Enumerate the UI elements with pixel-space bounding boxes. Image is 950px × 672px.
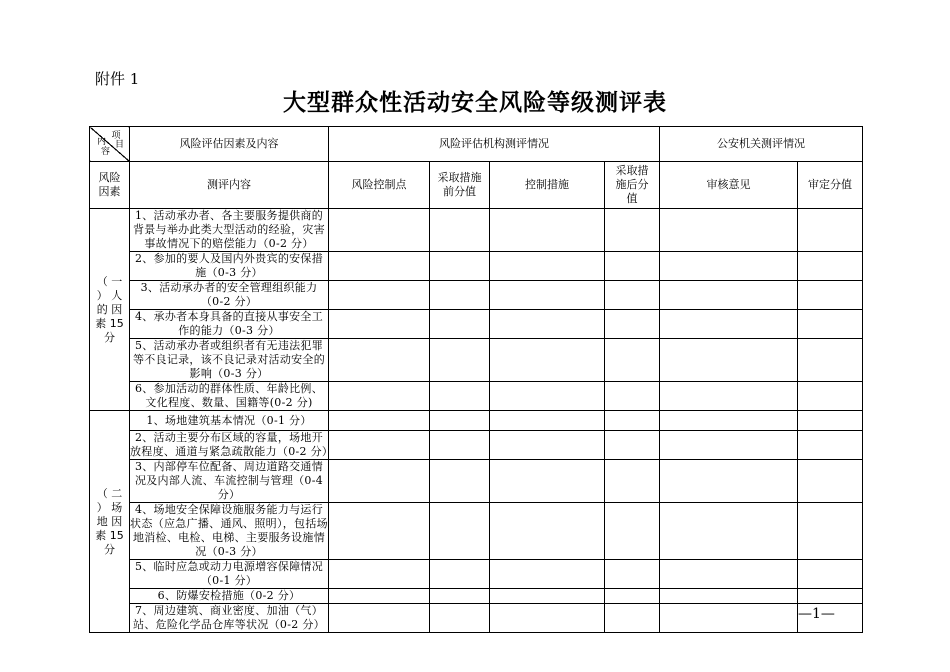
post-score-cell[interactable] [605, 411, 660, 431]
measures-cell[interactable] [490, 252, 605, 281]
table-row [90, 589, 863, 604]
opinion-cell[interactable] [660, 460, 798, 503]
opinion-cell[interactable] [660, 339, 798, 382]
table-row [90, 503, 863, 560]
col-content-header: 测评内容 [130, 162, 329, 209]
pre-score-cell[interactable] [430, 431, 490, 460]
table-row [90, 460, 863, 503]
risk-assessment-table [89, 126, 863, 633]
table-row [90, 339, 863, 382]
pre-score-cell[interactable] [430, 209, 490, 252]
final-score-cell[interactable] [798, 209, 863, 252]
final-score-cell[interactable] [798, 411, 863, 431]
control-point-cell[interactable] [329, 604, 430, 633]
final-score-cell[interactable] [798, 281, 863, 310]
assessment-item: 5、活动承办者或组织者有无违法犯罪等不良记录，该不良记录对活动安全的影响（0-3 分） [130, 339, 329, 382]
col-final-score-header: 审定分值 [798, 162, 863, 209]
control-point-cell[interactable] [329, 382, 430, 411]
diag-content-label: 内 容 [97, 137, 111, 157]
post-score-cell[interactable] [605, 382, 660, 411]
measures-cell[interactable] [490, 560, 605, 589]
post-score-cell[interactable] [605, 460, 660, 503]
diag-item-label: 项 目 [111, 131, 124, 150]
col-measures-header: 控制措施 [490, 162, 605, 209]
column-header-row [90, 162, 863, 209]
table-row [90, 252, 863, 281]
pre-score-cell[interactable] [430, 560, 490, 589]
post-score-cell[interactable] [605, 431, 660, 460]
final-score-cell[interactable] [798, 460, 863, 503]
post-score-cell[interactable] [605, 310, 660, 339]
col-post-score-header: 采取措 施后分 值 [605, 162, 660, 209]
assessment-item: 4、承办者本身具备的直接从事安全工作的能力（0-3 分） [130, 310, 329, 339]
group-agency-header: 风险评估机构测评情况 [329, 127, 660, 162]
attachment-label: 附件 1 [95, 70, 140, 88]
table-row [90, 281, 863, 310]
measures-cell[interactable] [490, 339, 605, 382]
table-row [90, 431, 863, 460]
final-score-cell[interactable] [798, 503, 863, 560]
assessment-item: 5、临时应急或动力电源增容保障情况（0-1 分） [130, 560, 329, 589]
control-point-cell[interactable] [329, 560, 430, 589]
control-point-cell[interactable] [329, 460, 430, 503]
final-score-cell[interactable] [798, 310, 863, 339]
assessment-item: 6、参加活动的群体性质、年龄比例、文化程度、数量、国籍等(0-2 分) [130, 382, 329, 411]
pre-score-cell[interactable] [430, 281, 490, 310]
table-row [90, 382, 863, 411]
assessment-item: 3、活动承办者的安全管理组织能力（0-2 分） [130, 281, 329, 310]
post-score-cell[interactable] [605, 339, 660, 382]
control-point-cell[interactable] [329, 411, 430, 431]
measures-cell[interactable] [490, 604, 605, 633]
assessment-item: 6、防爆安检措施（0-2 分） [130, 589, 329, 604]
post-score-cell[interactable] [605, 252, 660, 281]
assessment-item: 3、内部停车位配备、周边道路交通情况及内部人流、车流控制与管理（0-4 分） [130, 460, 329, 503]
people-factor-cell: （ 一 ） 人 的 因 素 15 分 [90, 209, 130, 411]
group-factors-header: 风险评估因素及内容 [130, 127, 329, 162]
col-opinion-header: 审核意见 [660, 162, 798, 209]
control-point-cell[interactable] [329, 252, 430, 281]
control-point-cell[interactable] [329, 209, 430, 252]
table-row [90, 310, 863, 339]
opinion-cell[interactable] [660, 281, 798, 310]
pre-score-cell[interactable] [430, 460, 490, 503]
measures-cell[interactable] [490, 382, 605, 411]
measures-cell[interactable] [490, 281, 605, 310]
final-score-cell[interactable] [798, 252, 863, 281]
page-number: —1— [798, 606, 835, 622]
control-point-cell[interactable] [329, 281, 430, 310]
control-point-cell[interactable] [329, 339, 430, 382]
pre-score-cell[interactable] [430, 589, 490, 604]
final-score-cell[interactable] [798, 339, 863, 382]
opinion-cell[interactable] [660, 252, 798, 281]
final-score-cell[interactable] [798, 431, 863, 460]
group-header-row [90, 127, 863, 162]
document-title: 大型群众性活动安全风险等级测评表 [283, 90, 667, 116]
assessment-item: 7、周边建筑、商业密度、加油（气）站、危险化学品仓库等状况（0-2 分） [130, 604, 329, 633]
assessment-item: 2、参加的要人及国内外贵宾的安保措施（0-3 分） [130, 252, 329, 281]
opinion-cell[interactable] [660, 589, 798, 604]
assessment-item: 1、活动承办者、各主要服务提供商的背景与举办此类大型活动的经验，灾害事故情况下的赔偿能力（0-2 分） [130, 209, 329, 252]
measures-cell[interactable] [490, 589, 605, 604]
control-point-cell[interactable] [329, 431, 430, 460]
assessment-item: 1、场地建筑基本情况（0-1 分） [130, 411, 329, 431]
opinion-cell[interactable] [660, 209, 798, 252]
pre-score-cell[interactable] [430, 310, 490, 339]
post-score-cell[interactable] [605, 503, 660, 560]
post-score-cell[interactable] [605, 209, 660, 252]
col-pre-score-header: 采取措施 前分值 [430, 162, 490, 209]
post-score-cell[interactable] [605, 281, 660, 310]
final-score-cell[interactable] [798, 589, 863, 604]
measures-cell[interactable] [490, 411, 605, 431]
pre-score-cell[interactable] [430, 411, 490, 431]
diagonal-header-cell [90, 127, 130, 162]
measures-cell[interactable] [490, 431, 605, 460]
table-row [90, 560, 863, 589]
post-score-cell[interactable] [605, 589, 660, 604]
opinion-cell[interactable] [660, 431, 798, 460]
site-factor-cell: （ 二 ） 场 地 因 素 15 分 [90, 411, 130, 633]
post-score-cell[interactable] [605, 604, 660, 633]
pre-score-cell[interactable] [430, 604, 490, 633]
opinion-cell[interactable] [660, 310, 798, 339]
col-factor-header: 风险 因素 [90, 162, 130, 209]
opinion-cell[interactable] [660, 503, 798, 560]
final-score-cell[interactable] [798, 560, 863, 589]
pre-score-cell[interactable] [430, 382, 490, 411]
table-row [90, 209, 863, 252]
col-control-point-header: 风险控制点 [329, 162, 430, 209]
opinion-cell[interactable] [660, 604, 798, 633]
group-police-header: 公安机关测评情况 [660, 127, 863, 162]
measures-cell[interactable] [490, 310, 605, 339]
pre-score-cell[interactable] [430, 252, 490, 281]
assessment-item: 2、活动主要分布区域的容量，场地开放程度、通道与紧急疏散能力（0-2 分） [130, 431, 334, 458]
opinion-cell[interactable] [660, 382, 798, 411]
opinion-cell[interactable] [660, 411, 798, 431]
post-score-cell[interactable] [605, 560, 660, 589]
measures-cell[interactable] [490, 209, 605, 252]
pre-score-cell[interactable] [430, 503, 490, 560]
control-point-cell[interactable] [329, 589, 430, 604]
measures-cell[interactable] [490, 460, 605, 503]
control-point-cell[interactable] [329, 310, 430, 339]
opinion-cell[interactable] [660, 560, 798, 589]
final-score-cell[interactable] [798, 382, 863, 411]
table-row [90, 411, 863, 431]
assessment-item: 4、场地安全保障设施服务能力与运行状态（应急广播、通风、照明），包括场地消检、电检、电梯、主要服务设施情况（0-3 分） [130, 503, 328, 558]
measures-cell[interactable] [490, 503, 605, 560]
table-row [90, 604, 863, 633]
control-point-cell[interactable] [329, 503, 430, 560]
pre-score-cell[interactable] [430, 339, 490, 382]
